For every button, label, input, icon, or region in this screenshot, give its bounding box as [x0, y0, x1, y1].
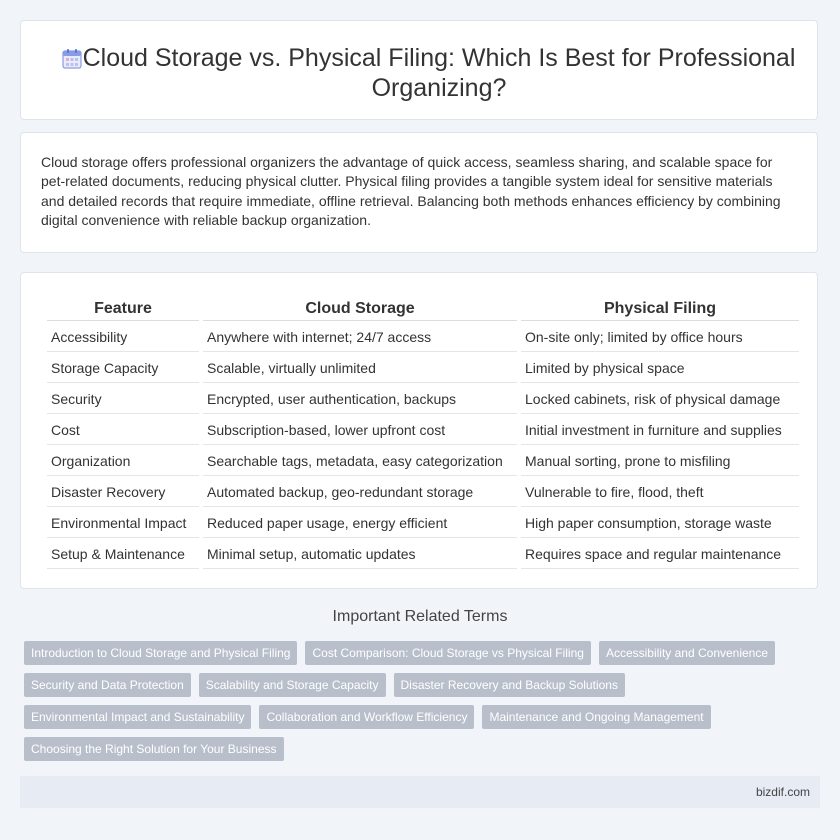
calendar-icon — [61, 48, 83, 70]
intro-paragraph: Cloud storage offers professional organizers the advantage of quick access, seamless sharing, and scalable space for pet-related documents, reducing physical clutter. Physical filing provides a tangible system ideal for sensitive materials and detailed records that require immediate, offline retrieval. Balancing both methods enhances efficiency by combining digital convenience with reliable backup organization. — [41, 154, 781, 229]
cloud-cell: Searchable tags, metadata, easy categorization — [203, 447, 517, 476]
table-row — [47, 416, 799, 445]
comparison-card — [20, 272, 818, 589]
related-term-link[interactable]: Security and Data Protection — [24, 673, 191, 697]
feature-cell: Storage Capacity — [47, 354, 199, 383]
table-row — [47, 540, 799, 569]
table-row — [47, 354, 799, 383]
site-link[interactable]: bizdif.com — [755, 785, 810, 799]
table-row — [47, 509, 799, 538]
table-row — [47, 323, 799, 352]
related-terms-heading: Important Related Terms — [332, 608, 508, 625]
related-term-link[interactable]: Collaboration and Workflow Efficiency — [259, 705, 474, 729]
cloud-cell: Automated backup, geo-redundant storage — [203, 478, 517, 507]
related-term-link[interactable]: Maintenance and Ongoing Management — [482, 705, 710, 729]
feature-cell: Organization — [47, 447, 199, 476]
related-term-link[interactable]: Introduction to Cloud Storage and Physical Filing — [24, 641, 297, 665]
physical-cell: On-site only; limited by office hours — [521, 323, 799, 352]
header-feature: Feature — [47, 298, 199, 321]
related-term-link[interactable]: Disaster Recovery and Backup Solutions — [394, 673, 625, 697]
related-term-link[interactable]: Cost Comparison: Cloud Storage vs Physical Filing — [305, 641, 590, 665]
related-terms-list — [24, 641, 814, 761]
cloud-cell: Reduced paper usage, energy efficient — [203, 509, 517, 538]
cloud-cell: Subscription-based, lower upfront cost — [203, 416, 517, 445]
header-physical-filing: Physical Filing — [521, 298, 799, 321]
cloud-cell: Anywhere with internet; 24/7 access — [203, 323, 517, 352]
physical-cell: High paper consumption, storage waste — [521, 509, 799, 538]
page-title: Cloud Storage vs. Physical Filing: Which Is Best for Professional Organizing? — [82, 44, 796, 102]
related-term-link[interactable]: Scalability and Storage Capacity — [199, 673, 386, 697]
cloud-cell: Scalable, virtually unlimited — [203, 354, 517, 383]
physical-cell: Limited by physical space — [521, 354, 799, 383]
feature-cell: Environmental Impact — [47, 509, 199, 538]
physical-cell: Vulnerable to fire, flood, theft — [521, 478, 799, 507]
intro-card — [20, 132, 818, 253]
feature-cell: Setup & Maintenance — [47, 540, 199, 569]
table-row — [47, 385, 799, 414]
table-header-row — [47, 298, 799, 321]
related-term-link[interactable]: Choosing the Right Solution for Your Business — [24, 737, 284, 761]
related-term-link[interactable]: Environmental Impact and Sustainability — [24, 705, 251, 729]
cloud-cell: Encrypted, user authentication, backups — [203, 385, 517, 414]
title-card — [20, 20, 818, 120]
feature-cell: Disaster Recovery — [47, 478, 199, 507]
physical-cell: Manual sorting, prone to misfiling — [521, 447, 799, 476]
related-term-link[interactable]: Accessibility and Convenience — [599, 641, 775, 665]
comparison-table — [43, 296, 803, 571]
cloud-cell: Minimal setup, automatic updates — [203, 540, 517, 569]
header-cloud-storage: Cloud Storage — [203, 298, 517, 321]
physical-cell: Initial investment in furniture and supplies — [521, 416, 799, 445]
footer-bar — [20, 776, 820, 808]
feature-cell: Cost — [47, 416, 199, 445]
physical-cell: Locked cabinets, risk of physical damage — [521, 385, 799, 414]
table-row — [47, 478, 799, 507]
table-row — [47, 447, 799, 476]
feature-cell: Accessibility — [47, 323, 199, 352]
feature-cell: Security — [47, 385, 199, 414]
physical-cell: Requires space and regular maintenance — [521, 540, 799, 569]
